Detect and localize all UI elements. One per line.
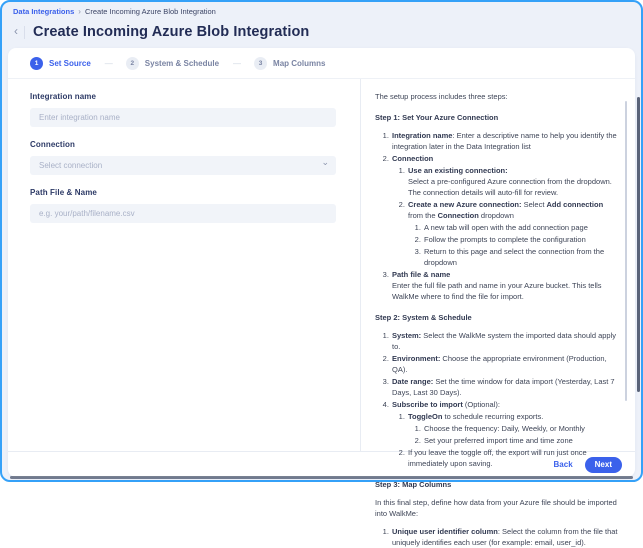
step-3-circle: 3 (254, 57, 267, 70)
instruction-list-item: 1. Integration name: Enter a descriptive name to help you identify the integration later in the Data Integration list (391, 130, 619, 152)
step-3-label: Map Columns (273, 58, 326, 68)
instruction-list-item: 2. Connection 1. Use an existing connection: Select a pre-configured Azure connection from the dropdown. The connection details will auto-fill for review. 2. Create a new Azure connection: Select Add connection from the Connection dropdown 1. A new tab will open with the add connection page 2. Follow the prompts to complete the configuration 3. Return to this page and select the connection from the dropdown (391, 153, 619, 268)
stepper (8, 48, 635, 79)
breadcrumb-separator-icon: › (78, 7, 81, 16)
connection-select[interactable] (30, 156, 336, 175)
instruction-list-item: 1. Use an existing connection: Select a pre-configured Azure connection from the dropdown. The connection details will auto-fill for review. (407, 165, 619, 198)
instruction-list-item: 3. Return to this page and select the connection from the dropdown (423, 246, 619, 268)
step-set-source[interactable] (30, 57, 91, 70)
integration-name-input[interactable] (30, 108, 336, 127)
step-system-schedule[interactable] (126, 57, 219, 70)
connection-field-group (30, 140, 336, 175)
back-chevron-icon[interactable]: ‹ (14, 24, 18, 38)
next-button[interactable]: Next (585, 457, 622, 473)
instruction-list-item: 2. If you leave the toggle off, the export will run just once immediately upon saving. (407, 447, 619, 469)
instruction-list (408, 222, 619, 268)
instruction-heading: Step 3: Map Columns (375, 480, 452, 489)
instruction-list (408, 423, 619, 446)
instruction-list (375, 130, 619, 302)
instruction-heading: Step 1: Set Your Azure Connection (375, 113, 499, 122)
breadcrumb (13, 7, 216, 16)
breadcrumb-link-data-integrations[interactable]: Data Integrations (13, 7, 75, 16)
instruction-list-item: 3. Path file & name Enter the full file path and name in your Azure bucket. This tells WalkMe where to find the file for import. (391, 269, 619, 302)
instruction-list-item: 2. Set your preferred import time and time zone (423, 435, 619, 446)
step-1-label: Set Source (49, 58, 91, 68)
step-connector: — (104, 58, 112, 68)
back-button[interactable]: Back (553, 460, 573, 469)
instructions-content (375, 91, 619, 548)
instruction-list-item: 2. Environment: Choose the appropriate environment (Production, QA). (391, 353, 619, 375)
instruction-list (392, 411, 619, 469)
path-file-name-input[interactable] (30, 204, 336, 223)
main-card (8, 48, 635, 547)
horizontal-scrollbar[interactable] (10, 476, 633, 479)
page-title: Create Incoming Azure Blob Integration (33, 24, 310, 40)
instruction-list-item: 1. Unique user identifier column: Select the column from the file that uniquely identifies each user (for example: email, user_id). (391, 526, 619, 548)
vertical-scrollbar[interactable] (637, 97, 640, 392)
chevron-down-icon: ⌄ (321, 157, 329, 167)
instruction-list-item: 3. Date range: Set the time window for data import (Yesterday, Last 7 Days, Last 30 Days). (391, 376, 619, 398)
instructions-scrollbar[interactable] (625, 101, 627, 401)
step-2-circle: 2 (126, 57, 139, 70)
instruction-list-item: 2. Follow the prompts to complete the configuration (423, 234, 619, 245)
integration-name-field-group (30, 92, 336, 127)
breadcrumb-current: Create Incoming Azure Blob Integration (84, 7, 216, 16)
source-form (8, 79, 360, 451)
step-2-label: System & Schedule (144, 58, 220, 68)
instruction-list-item: 1. System: Select the WalkMe system the imported data should apply to. (391, 330, 619, 352)
path-field-group (30, 188, 336, 223)
instruction-list-item: 4. Subscribe to import (Optional): 1. ToggleOn to schedule recurring exports. 1. Choose the frequency: Daily, Weekly, or Monthly 2. Set your preferred import time and time zone 2. If you leave the toggle off, the export will run just once immediately upon saving. (391, 399, 619, 469)
instruction-list-item: 1. A new tab will open with the add connection page (423, 222, 619, 233)
integration-name-label: Integration name (30, 92, 97, 101)
instruction-list-item: 1. ToggleOn to schedule recurring exports. 1. Choose the frequency: Daily, Weekly, or Monthly 2. Set your preferred import time and time zone (407, 411, 619, 446)
instruction-list (392, 165, 619, 268)
step-1-circle: 1 (30, 57, 43, 70)
instruction-heading: Step 2: System & Schedule (375, 313, 472, 322)
instruction-list-item: 1. Choose the frequency: Daily, Weekly, or Monthly (423, 423, 619, 434)
title-divider (24, 26, 25, 39)
title-bar (14, 21, 629, 43)
connection-label: Connection (30, 140, 75, 149)
instruction-paragraph: The setup process includes three steps: (375, 92, 508, 101)
instruction-list-item: 2. Create a new Azure connection: Select Add connection from the Connection dropdown 1. A new tab will open with the add connection page 2. Follow the prompts to complete the configuration 3. Return to this page and select the connection from the dropdown (407, 199, 619, 268)
instruction-paragraph: In this final step, define how data from your Azure file should be imported into WalkMe: (375, 498, 617, 518)
step-map-columns[interactable] (254, 57, 325, 70)
path-file-name-label: Path File & Name (30, 188, 97, 197)
step-connector: — (233, 58, 241, 68)
instruction-list (375, 330, 619, 469)
instruction-list (375, 526, 619, 548)
